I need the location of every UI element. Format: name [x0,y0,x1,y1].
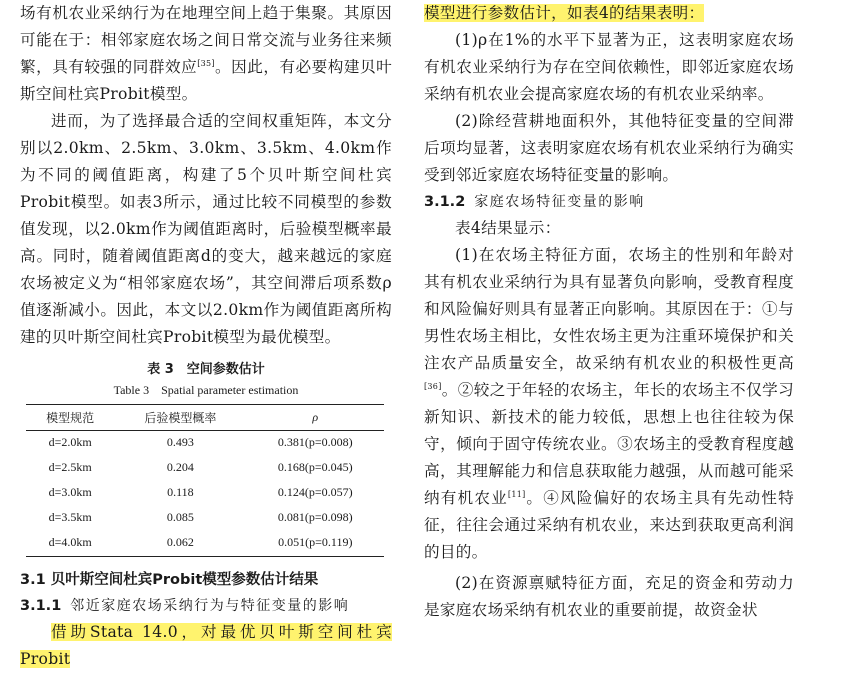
paragraph-threshold-selection: 进而，为了选择最合适的空间权重矩阵，本文分别以2.0km、2.5km、3.0km、3.5km、4.0km作为不同的阈值距离，构建了5个贝叶斯空间杜宾Probit模型。如表3所示，通过比较不同模型的参数值发现，以2.0km作为阈值距离时，后验模型概率最高。同时，随着阈值距离d的变大，越来越远的家庭农场被定义为“相邻家庭农场”，其空间滞后项系数ρ值逐渐减小。因此，本文以2.0km作为阈值距离所构建的贝叶斯空间杜宾Probit模型为最优模型。 [20,112,392,346]
table-3 [20,360,392,557]
paragraph-farmer-characteristics: (1)在农场主特征方面，农场主的性别和年龄对其有机农业采纳行为具有显著负向影响，受教育程度和风险偏好则具有显著正向影响。其原因在于：①与男性农场主相比，女性农场主更为注重环境保护和关注农产品质量安全，故采纳有机农业的积极性更高[36]。②较之于年轻的农场主，年长的农场主不仅学习新知识、新技术的能力较低，思想上也往往较为保守，倾向于固守传统农业。③农场主的受教育程度越高，其理解能力和信息获取能力越强，从而越可能采纳有机农业[11]。④风险偏好的农场主具有先动性特征，往往会通过采纳有机农业，来达到获取更高利润的目的。 [424,246,794,561]
table-3-title-en: Table 3 Spatial parameter estimation [113,383,299,397]
section-heading-3-1: 3.1 贝叶斯空间杜宾Probit模型参数估计结果 [20,572,319,588]
col-header-probability: 后验模型概率 [114,405,246,431]
paragraph-spatial-lag-result: (2)除经营耕地面积外，其他特征变量的空间滞后项均显著，这表明家庭农场有机农业采纳行为确实受到邻近家庭农场特征变量的影响。 [424,112,794,184]
paragraph-stata-estimation [20,619,392,673]
subsection-heading-3-1-2: 3.1.2 家庭农场特征变量的影响 [424,194,645,210]
table-header-row [26,405,384,431]
citation-11: [11] [507,489,526,499]
right-column [424,0,794,624]
table-row: d=3.0km 0.118 0.124(p=0.057) [48,485,353,499]
table-row: d=4.0km 0.062 0.051(p=0.119) [26,531,384,557]
left-column [20,0,392,673]
col-header-model: 模型规范 [26,405,114,431]
highlighted-text: 借助Stata 14.0，对最优贝叶斯空间杜宾Probit [20,623,392,668]
table-row: d=2.5km 0.204 0.168(p=0.045) [48,460,353,474]
paragraph-continuation [424,0,794,27]
col-header-rho: ρ [247,405,384,431]
highlighted-text: 模型进行参数估计，如表4的结果表明： [424,4,705,22]
table-row: d=2.0km 0.493 0.381(p=0.008) [48,435,353,449]
paragraph-table4-intro: 表4结果显示： [455,219,561,237]
citation-36: [36] [424,381,442,391]
paragraph-rho-result: (1)ρ在1%的水平下显著为正，这表明家庭农场有机农业采纳行为存在空间依赖性，即邻近家庭农场采纳有机农业会提高家庭农场的有机农业采纳率。 [424,31,794,103]
paragraph-cluster-effect: 场有机农业采纳行为在地理空间上趋于集聚。其原因可能在于：相邻家庭农场之间日常交流与业务往来频繁，具有较强的同群效应[35]。因此，有必要构建贝叶斯空间杜宾Probit模型。 [20,4,392,103]
subsection-heading-3-1-1: 3.1.1 邻近家庭农场采纳行为与特征变量的影响 [20,598,350,614]
table-3-title-cn: 表 3 空间参数估计 [147,362,265,377]
paragraph-resource-endowment: (2)在资源禀赋特征方面，充足的资金和劳动力是家庭农场采纳有机农业的重要前提，故资金状 [424,574,794,619]
table-row: d=3.5km 0.085 0.081(p=0.098) [48,510,353,524]
citation-35: [35] [197,58,215,68]
spatial-parameter-table [26,404,384,557]
